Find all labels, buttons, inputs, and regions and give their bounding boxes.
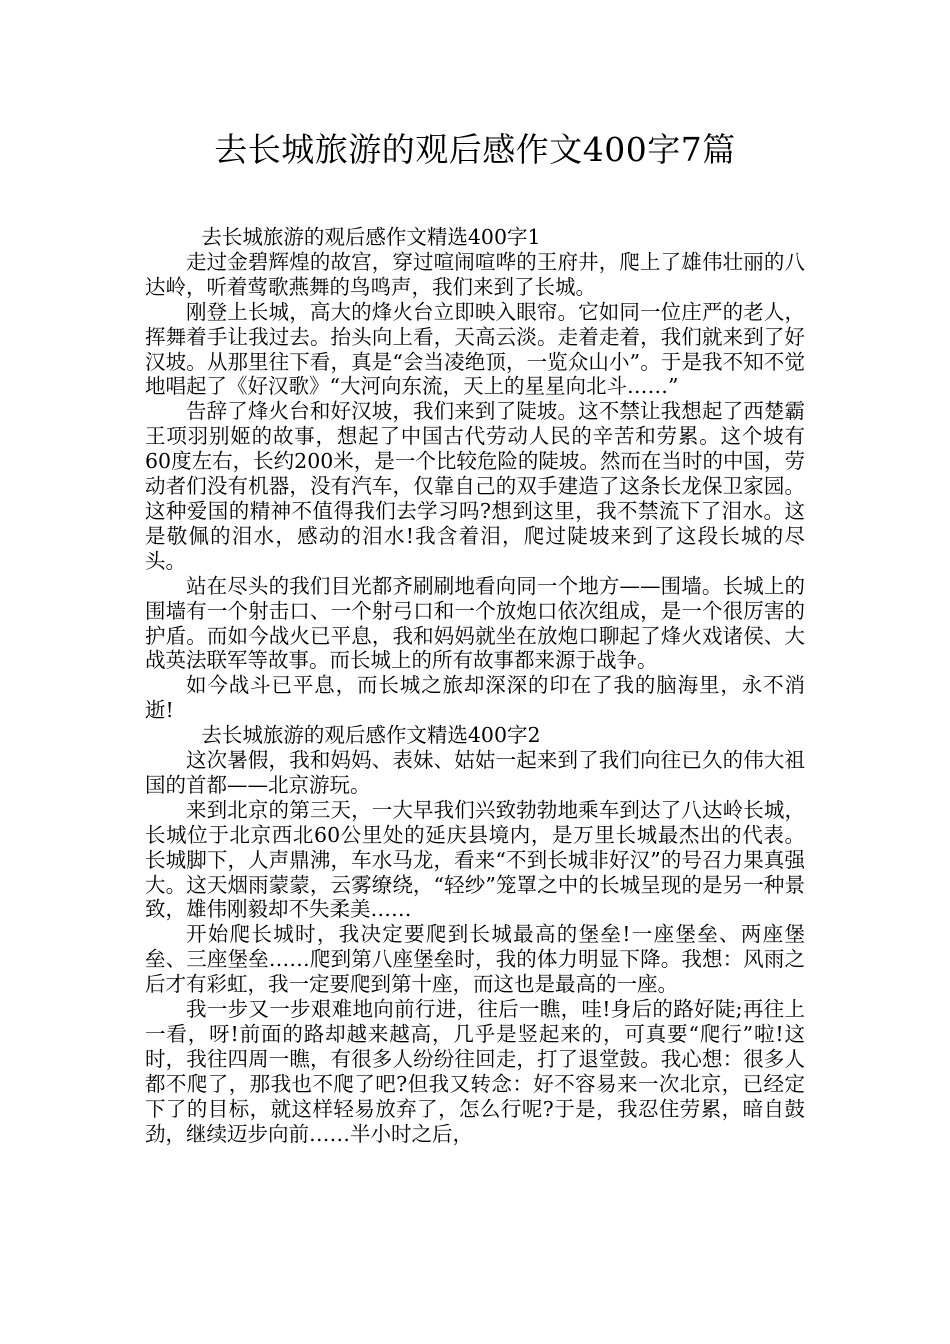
body-paragraph: 告辞了烽火台和好汉坡，我们来到了陡坡。这不禁让我想起了西楚霸王项羽别姬的故事，想起了中国古代劳动人民的辛苦和劳累。这个坡有60度左右，长约200米，是一个比较危险的陡坡。然而在当时的中国，劳动者们没有机器，没有汽车，仅靠自己的双手建造了这条长龙保卫家园。这种爱国的精神不值得我们去学习吗?想到这里，我不禁流下了泪水。这是敬佩的泪水，感动的泪水!我含着泪，爬过陡坡来到了这段长城的尽头。 [145,399,805,573]
document-title: 去长城旅游的观后感作文400字7篇 [214,130,736,169]
section-subheading: 去长城旅游的观后感作文精选400字1 [201,225,541,249]
body-paragraph: 来到北京的第三天，一大早我们兴致勃勃地乘车到达了八达岭长城，长城位于北京西北60公里处的延庆县境内，是万里长城最杰出的代表。长城脚下，人声鼎沸，车水马龙，看来“不到长城非好汉”的号召力果真强大。这天烟雨蒙蒙，云雾缭绕，“轻纱”笼罩之中的长城呈现的是另一种景致，雄伟刚毅却不失柔美…… [145,797,805,922]
body-paragraph: 我一步又一步艰难地向前行进，往后一瞧，哇!身后的路好陡;再往上一看，呀!前面的路却越来越高，几乎是竖起来的，可真要“爬行”啦!这时，我往四周一瞧，有很多人纷纷往回走，打了退堂鼓。我心想：很多人都不爬了，那我也不爬了吧?但我又转念：好不容易来一次北京，已经定下了的目标，就这样轻易放弃了，怎么行呢?于是，我忍住劳累，暗自鼓劲，继续迈步向前……半小时之后， [145,997,805,1146]
body-paragraph: 走过金碧辉煌的故宫，穿过喧闹喧哗的王府井，爬上了雄伟壮丽的八达岭，听着莺歌燕舞的鸟鸣声，我们来到了长城。 [145,249,805,299]
body-paragraph: 这次暑假，我和妈妈、表妹、姑姑一起来到了我们向往已久的伟大祖国的首都——北京游玩。 [145,748,805,797]
section-subheading: 去长城旅游的观后感作文精选400字2 [201,723,541,748]
body-paragraph: 开始爬长城时，我决定要爬到长城最高的堡垒!一座堡垒、两座堡垒、三座堡垒……爬到第八座堡垒时，我的体力明显下降。我想：风雨之后才有彩虹，我一定要爬到第十座，而这也是最高的一座。 [145,922,805,997]
document-body [145,225,805,1147]
body-paragraph: 刚登上长城，高大的烽火台立即映入眼帘。它如同一位庄严的老人，挥舞着手让我过去。抬头向上看，天高云淡。走着走着，我们就来到了好汉坡。从那里往下看，真是“会当凌绝顶，一览众山小”。于是我不知不觉地唱起了《好汉歌》“大河向东流，天上的星星向北斗……” [145,299,805,399]
body-paragraph: 站在尽头的我们目光都齐刷刷地看向同一个地方——围墙。长城上的围墙有一个射击口、一个射弓口和一个放炮口依次组成，是一个很厉害的护盾。而如今战火已平息，我和妈妈就坐在放炮口聊起了烽火戏诸侯、大战英法联军等故事。而长城上的所有故事都来源于战争。 [145,573,805,673]
body-paragraph: 如今战斗已平息，而长城之旅却深深的印在了我的脑海里，永不消逝! [145,673,805,723]
